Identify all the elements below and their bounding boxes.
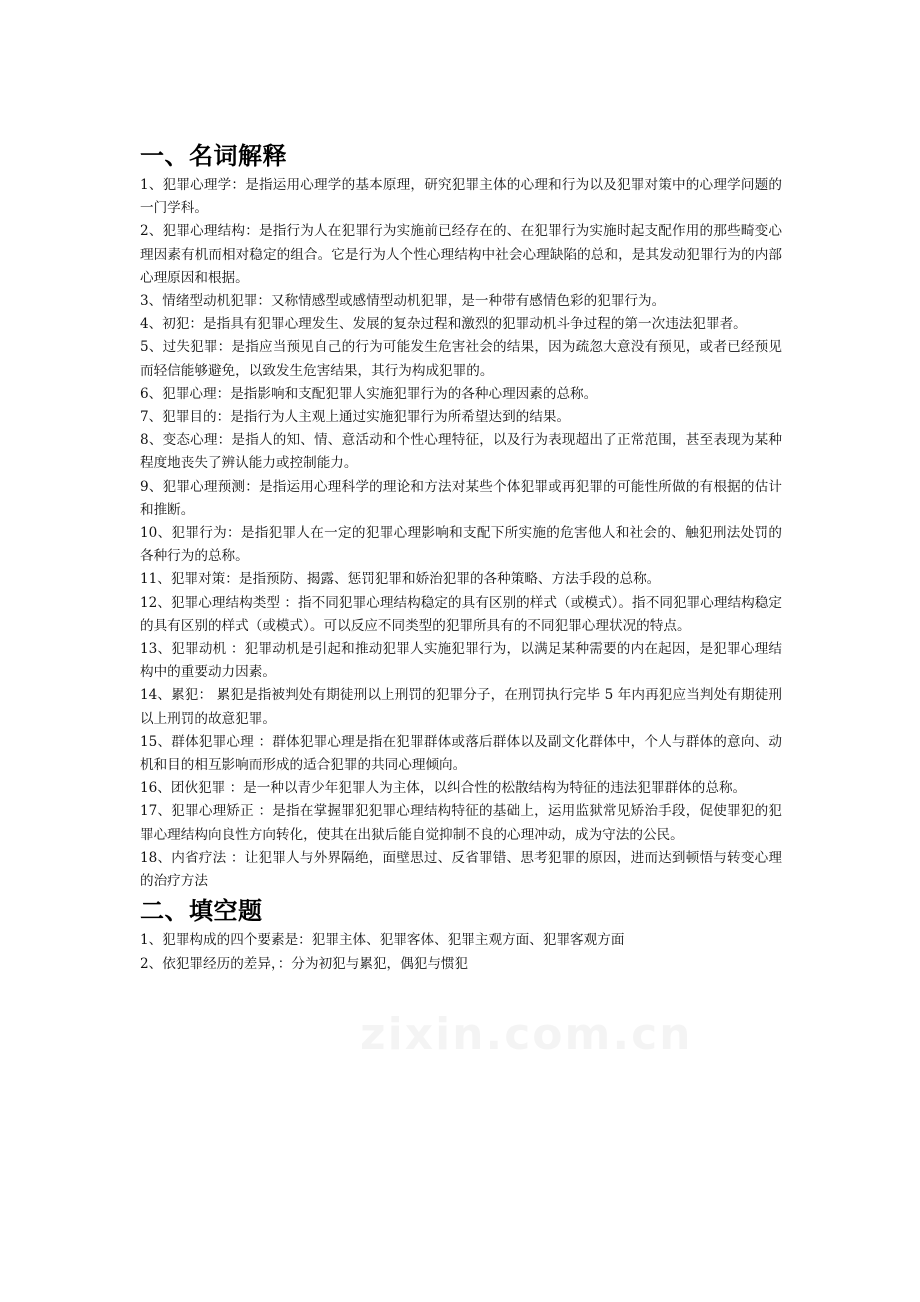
- definition-item: 14、累犯： 累犯是指被判处有期徒刑以上刑罚的犯罪分子，在刑罚执行完毕 5 年内再犯应当判处有期徒刑以上刑罚的故意犯罪。: [140, 687, 782, 727]
- definition-item: 10、犯罪行为：是指犯罪人在一定的犯罪心理影响和支配下所实施的危害他人和社会的、触犯刑法处罚的各种行为的总称。: [140, 525, 782, 565]
- fill-in-item: 2、依犯罪经历的差异，：分为初犯与累犯，偶犯与惯犯: [140, 955, 469, 972]
- definition-item: 7、犯罪目的：是指行为人主观上通过实施犯罪行为所希望达到的结果。: [140, 409, 571, 426]
- document-content: [140, 138, 782, 976]
- definition-item: 13、犯罪动机 ：犯罪动机是引起和推动犯罪人实施犯罪行为，以满足某种需要的内在起因，是犯罪心理结构中的重要动力因素。: [140, 641, 782, 681]
- definition-item: 15、群体犯罪心理 ：群体犯罪心理是指在犯罪群体或落后群体以及副文化群体中，个人与群体的意向、动机和目的相互影响而形成的适合犯罪的共同心理倾向。: [140, 733, 782, 774]
- definition-item: 8、变态心理：是指人的知、情、意活动和个性心理特征，以及行为表现超出了正常范围，甚至表现为某种程度地丧失了辨认能力或控制能力。: [140, 432, 782, 472]
- definition-item: 6、犯罪心理：是指影响和支配犯罪人实施犯罪行为的各种心理因素的总称。: [140, 385, 598, 402]
- definition-item: 5、过失犯罪：是指应当预见自己的行为可能发生危害社会的结果，因为疏忽大意没有预见，或者已经预见而轻信能够避免，以致发生危害结果，其行为构成犯罪的。: [140, 339, 782, 379]
- definition-item: 2、犯罪心理结构：是指行为人在犯罪行为实施前已经存在的、在犯罪行为实施时起支配作用的那些畸变心理因素有机而相对稳定的组合。它是行为人个性心理结构中社会心理缺陷的总和，是其发动犯罪行为的内部心理原因和根据。: [140, 223, 782, 286]
- watermark: [360, 1000, 610, 1070]
- definition-item: 12、犯罪心理结构类型 ：指不同犯罪心理结构稳定的具有区别的样式（或模式）。指不同犯罪心理结构稳定的具有区别的样式（或模式）。可以反应不同类型的犯罪所具有的不同犯罪心理状况的特点。: [140, 594, 782, 634]
- definition-list: [140, 174, 782, 893]
- fill-in-item: 1、犯罪构成的四个要素是：犯罪主体、犯罪客体、犯罪主观方面、犯罪客观方面: [140, 932, 625, 949]
- definition-item: 1、犯罪心理学：是指运用心理学的基本原理，研究犯罪主体的心理和行为以及犯罪对策中的心理学问题的一门学科。: [140, 177, 782, 217]
- section-heading-definitions: 一、名词解释: [140, 142, 287, 170]
- definition-item: 18、内省疗法 ：让犯罪人与外界隔绝，面壁思过、反省罪错、思考犯罪的原因，进而达到顿悟与转变心理的治疗方法: [140, 849, 782, 890]
- section-heading-fill-in-blanks: 二、填空题: [140, 897, 263, 926]
- definition-item: 3、情绪型动机犯罪：又称情感型或感情型动机犯罪，是一种带有感情色彩的犯罪行为。: [140, 293, 666, 310]
- definition-item: 11、犯罪对策：是指预防、揭露、惩罚犯罪和娇治犯罪的各种策略、方法手段的总称。: [140, 571, 661, 588]
- definition-item: 16、团伙犯罪 ：是一种以青少年犯罪人为主体，以纠合性的松散结构为特征的违法犯罪群体的总称。: [140, 780, 747, 797]
- definition-item: 4、初犯：是指具有犯罪心理发生、发展的复杂过程和激烈的犯罪动机斗争过程的第一次违法犯罪者。: [140, 316, 747, 333]
- definition-item: 17、犯罪心理矫正 ：是指在掌握罪犯犯罪心理结构特征的基础上，运用监狱常见矫治手段，促使罪犯的犯罪心理结构向良性方向转化，使其在出狱后能自觉抑制不良的心理冲动，成为守法的公民。: [140, 803, 782, 843]
- fill-in-list: [140, 929, 782, 975]
- definition-item: 9、犯罪心理预测：是指运用心理科学的理论和方法对某些个体犯罪或再犯罪的可能性所做的有根据的估计和推断。: [140, 478, 782, 518]
